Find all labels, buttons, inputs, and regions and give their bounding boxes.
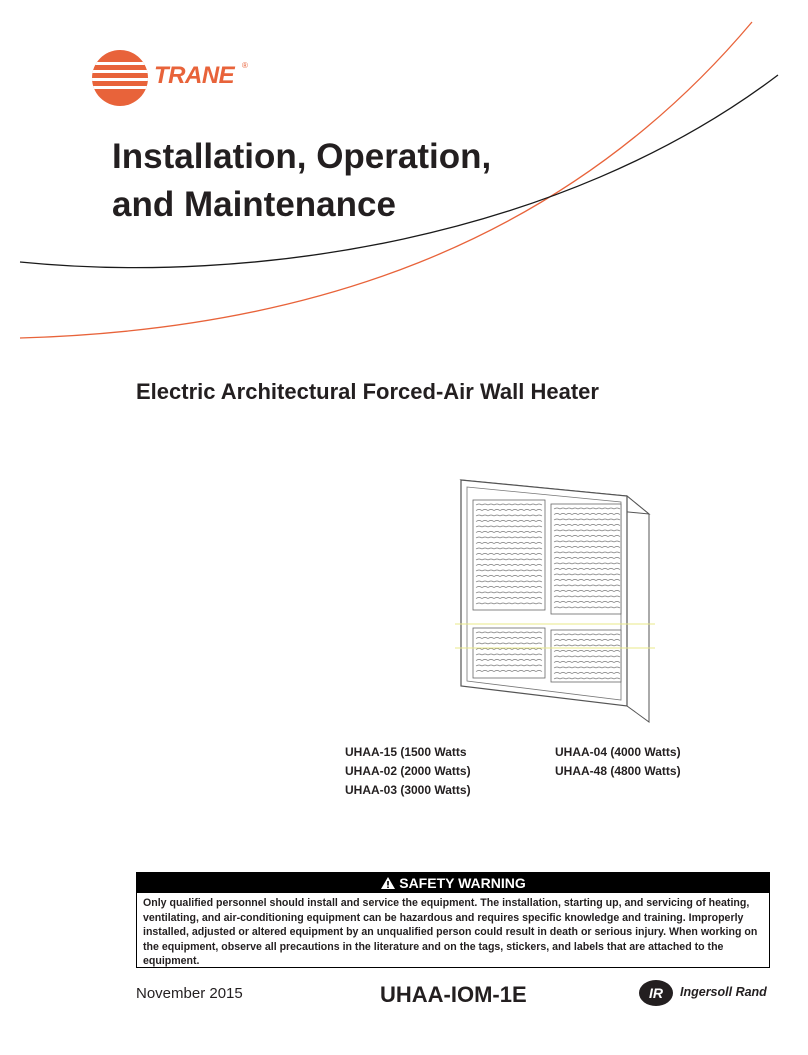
model-list-right: [555, 743, 681, 781]
ir-mark-text: IR: [649, 985, 663, 1001]
brand-name: TRANE: [154, 62, 235, 89]
model-item: UHAA-15 (1500 Watts: [345, 745, 467, 759]
trane-logo: [88, 48, 258, 108]
model-list-left: [345, 743, 471, 800]
safety-warning-box: [136, 872, 770, 968]
model-item: UHAA-48 (4800 Watts): [555, 764, 681, 778]
ir-mark-icon: [638, 978, 678, 1008]
title-line-1: Installation, Operation,: [112, 137, 492, 176]
safety-warning-heading: SAFETY WARNING: [399, 875, 526, 891]
trane-circle-icon: [88, 48, 152, 112]
title-line-2: and Maintenance: [112, 185, 396, 224]
document-number: UHAA-IOM-1E: [380, 982, 527, 1007]
ingersoll-rand-logo: [638, 978, 778, 1008]
page-title: [112, 133, 491, 229]
registered-mark: ®: [242, 61, 248, 70]
safety-warning-header: [137, 873, 769, 893]
model-item: UHAA-03 (3000 Watts): [345, 783, 471, 797]
wall-heater-illustration: [455, 474, 660, 724]
publication-date: November 2015: [136, 985, 243, 1002]
company-name: Ingersoll Rand: [680, 985, 767, 999]
product-subtitle: Electric Architectural Forced-Air Wall Heater: [136, 379, 599, 404]
warning-triangle-icon: [380, 873, 396, 893]
model-item: UHAA-04 (4000 Watts): [555, 745, 681, 759]
safety-warning-text: Only qualified personnel should install and service the equipment. The installation, starting up, and servicing of heating, ventilating, and air-conditioning equipment can be hazardous and requires specific knowledge and training. Improperly installed, adjusted or altered equipment by an unqualified person could result in death or serious injury. When working on the equipment, observe all precautions in the literature and on the tags, stickers, and labels that are attached to the equipment.: [143, 897, 758, 968]
model-item: UHAA-02 (2000 Watts): [345, 764, 471, 778]
